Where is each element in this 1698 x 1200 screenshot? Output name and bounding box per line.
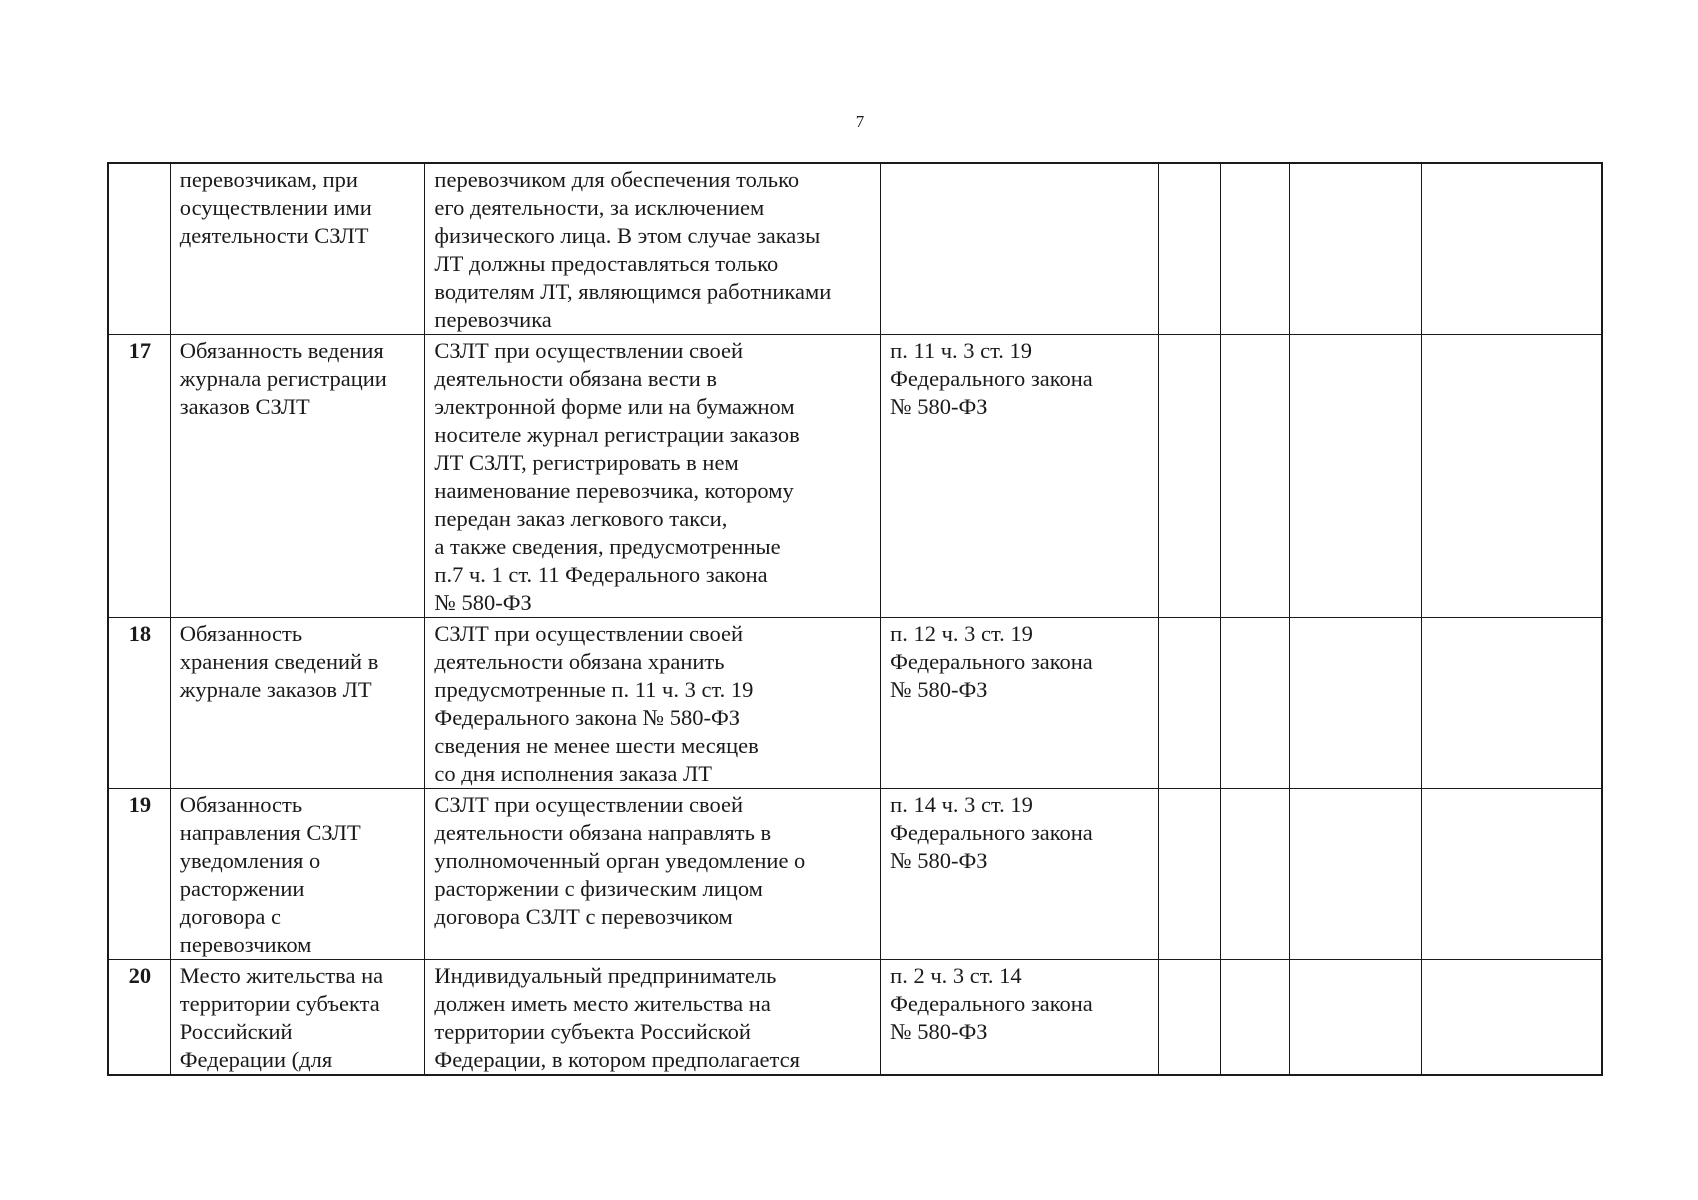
text-line: № 580-ФЗ <box>890 677 988 702</box>
table-row <box>108 335 1602 618</box>
page-number: 7 <box>855 112 865 131</box>
text-line: Федерации, в котором предполагается <box>434 1047 800 1072</box>
text-line: перевозчикам, при <box>179 167 358 192</box>
empty-cell <box>1289 163 1421 335</box>
empty-cell <box>1158 960 1220 1076</box>
legal-reference-cell <box>881 960 1159 1076</box>
text-line: передан заказ легкового такси, <box>434 506 728 531</box>
text-line: сведения не менее шести месяцев <box>434 733 759 758</box>
text-line: № 580-ФЗ <box>890 394 988 419</box>
legal-reference-cell <box>881 618 1159 789</box>
table-row <box>108 789 1602 960</box>
text-line: Федерации (для <box>179 1047 333 1072</box>
empty-cell <box>1422 789 1602 960</box>
text-line: территории субъекта Российской <box>434 1019 751 1044</box>
empty-cell <box>1289 335 1421 618</box>
text-line: территории субъекта <box>179 991 380 1016</box>
requirement-content-cell <box>425 789 881 960</box>
text-line: п. 12 ч. 3 ст. 19 <box>890 621 1033 646</box>
requirement-name-cell <box>170 163 425 335</box>
text-line: хранения сведений в <box>179 649 379 674</box>
text-line: Федерального закона № 580-ФЗ <box>434 705 741 730</box>
row-number: 19 <box>108 789 170 960</box>
text-line: п.7 ч. 1 ст. 11 Федерального закона <box>434 562 768 587</box>
table-row <box>108 618 1602 789</box>
empty-cell <box>1158 618 1220 789</box>
text-line: Федерального закона <box>890 366 1093 391</box>
text-line: осуществлении ими <box>179 195 372 220</box>
table-row <box>108 163 1602 335</box>
requirement-content-cell <box>425 335 881 618</box>
text-line: физического лица. В этом случае заказы <box>434 223 821 248</box>
text-line: журнала регистрации <box>179 366 387 391</box>
text-line: деятельности обязана направлять в <box>434 820 772 845</box>
text-line: деятельности СЗЛТ <box>179 223 369 248</box>
text-line: носителе журнал регистрации заказов <box>434 422 800 447</box>
text-line: СЗЛТ при осуществлении своей <box>434 792 744 817</box>
text-line: СЗЛТ при осуществлении своей <box>434 338 744 363</box>
empty-cell <box>1221 335 1290 618</box>
row-number <box>108 163 170 335</box>
text-line: расторжении <box>179 876 305 901</box>
text-line: Федерального закона <box>890 991 1093 1016</box>
empty-cell <box>1221 789 1290 960</box>
text-line: Обязанность <box>179 792 303 817</box>
text-line: договора с <box>179 904 281 929</box>
text-line: электронной форме или на бумажном <box>434 394 795 419</box>
text-line: Место жительства на <box>179 963 384 988</box>
empty-cell <box>1221 618 1290 789</box>
text-line: № 580-ФЗ <box>434 590 532 615</box>
row-number: 18 <box>108 618 170 789</box>
text-line: а также сведения, предусмотренные <box>434 534 781 559</box>
empty-cell <box>1158 789 1220 960</box>
text-line: предусмотренные п. 11 ч. 3 ст. 19 <box>434 677 754 702</box>
text-line: п. 2 ч. 3 ст. 14 <box>890 963 1022 988</box>
text-line: журнале заказов ЛТ <box>179 677 372 702</box>
text-line: уполномоченный орган уведомление о <box>434 848 806 873</box>
text-line: расторжении с физическим лицом <box>434 876 763 901</box>
text-line: уведомления о <box>179 848 321 873</box>
row-number: 17 <box>108 335 170 618</box>
empty-cell <box>1289 960 1421 1076</box>
text-line: Федерального закона <box>890 820 1093 845</box>
text-line: № 580-ФЗ <box>890 848 988 873</box>
text-line: должен иметь место жительства на <box>434 991 771 1016</box>
text-line: перевозчиком <box>179 932 312 957</box>
requirement-content-cell <box>425 618 881 789</box>
text-line: со дня исполнения заказа ЛТ <box>434 761 713 786</box>
requirement-name-cell <box>170 789 425 960</box>
text-line: деятельности обязана вести в <box>434 366 718 391</box>
text-line: Российский <box>179 1019 293 1044</box>
requirement-name-cell <box>170 618 425 789</box>
empty-cell <box>1158 163 1220 335</box>
empty-cell <box>1422 335 1602 618</box>
requirement-content-cell <box>425 960 881 1076</box>
requirement-content-cell <box>425 163 881 335</box>
requirements-table <box>107 162 1603 1076</box>
empty-cell <box>1422 618 1602 789</box>
text-line: № 580-ФЗ <box>890 1019 988 1044</box>
text-line: договора СЗЛТ с перевозчиком <box>434 904 733 929</box>
legal-reference-cell <box>881 163 1159 335</box>
text-line: п. 11 ч. 3 ст. 19 <box>890 338 1033 363</box>
empty-cell <box>1221 960 1290 1076</box>
text-line: ЛТ СЗЛТ, регистрировать в нем <box>434 450 739 475</box>
empty-cell <box>1289 618 1421 789</box>
text-line: Индивидуальный предприниматель <box>434 963 777 988</box>
empty-cell <box>1158 335 1220 618</box>
table-row <box>108 960 1602 1076</box>
text-line: его деятельности, за исключением <box>434 195 765 220</box>
text-line: деятельности обязана хранить <box>434 649 725 674</box>
empty-cell <box>1221 163 1290 335</box>
requirement-name-cell <box>170 960 425 1076</box>
empty-cell <box>1422 960 1602 1076</box>
empty-cell <box>1422 163 1602 335</box>
row-number: 20 <box>108 960 170 1076</box>
text-line: наименование перевозчика, которому <box>434 478 794 503</box>
text-line: Обязанность <box>179 621 303 646</box>
text-line: перевозчиком для обеспечения только <box>434 167 800 192</box>
legal-reference-cell <box>881 789 1159 960</box>
text-line: ЛТ должны предоставляться только <box>434 251 779 276</box>
text-line: п. 14 ч. 3 ст. 19 <box>890 792 1033 817</box>
empty-cell <box>1289 789 1421 960</box>
requirement-name-cell <box>170 335 425 618</box>
text-line: Обязанность ведения <box>179 338 384 363</box>
text-line: водителям ЛТ, являющимся работниками <box>434 279 832 304</box>
text-line: заказов СЗЛТ <box>179 394 310 419</box>
text-line: направления СЗЛТ <box>179 820 361 845</box>
legal-reference-cell <box>881 335 1159 618</box>
text-line: Федерального закона <box>890 649 1093 674</box>
text-line: перевозчика <box>434 307 552 332</box>
text-line: СЗЛТ при осуществлении своей <box>434 621 744 646</box>
